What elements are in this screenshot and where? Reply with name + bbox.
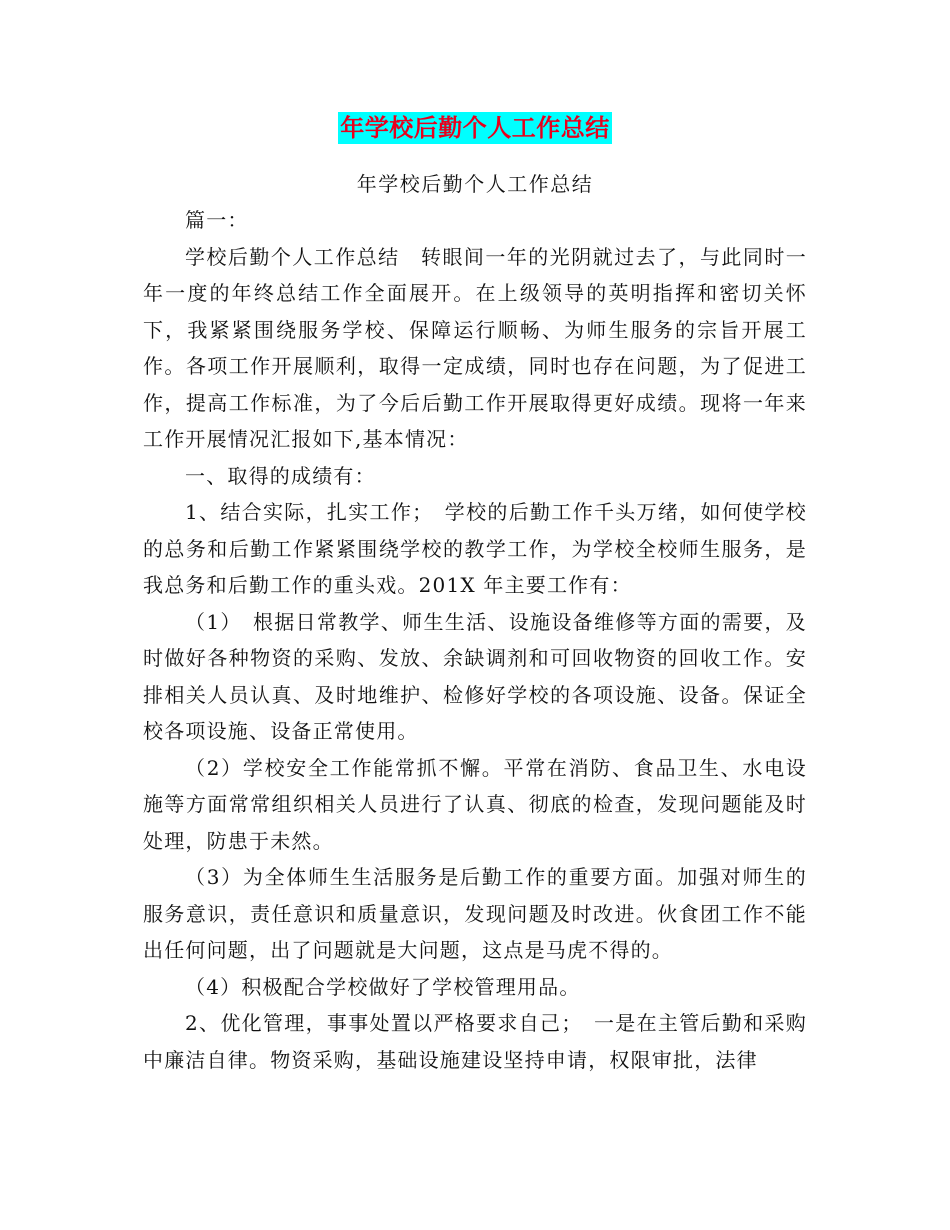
document-title: 年学校后勤个人工作总结 bbox=[340, 114, 610, 142]
paragraph-subitem-4: （4）积极配合学校做好了学校管理用品。 bbox=[185, 974, 581, 999]
paragraph-subitem-2: （2）学校安全工作能常抓不懈。平常在消防、食品卫生、水电设施等方面常常组织相关人员进行了认真、彻底的检查，发现问题能及时处理，防患于未然。 bbox=[143, 755, 807, 853]
paragraph-heading-achievements: 一、取得的成绩有： bbox=[185, 463, 376, 488]
paragraph-intro: 学校后勤个人工作总结 转眼间一年的光阴就过去了，与此同时一年一度的年终总结工作全面展开。在上级领导的英明指挥和密切关怀下，我紧紧围绕服务学校、保障运行顺畅、为师生服务的宗旨开展工作。各项工作开展顺利，取得一定成绩，同时也存在问题，为了促进工作，提高工作标准，为了今后后勤工作开展取得更好成绩。现将一年来工作开展情况汇报如下,基本情况： bbox=[143, 244, 807, 451]
paragraph-item-2: 2、优化管理，事事处置以严格要求自己； 一是在主管后勤和采购中廉洁自律。物资采购，基础设施建设坚持申请，权限审批，法律 bbox=[143, 1011, 807, 1072]
paragraph-subitem-1: （1） 根据日常教学、师生生活、设施设备维修等方面的需要，及时做好各种物资的采购、发放、余缺调剂和可回收物资的回收工作。安排相关人员认真、及时地维护、检修好学校的各项设施、设备。保证全校各项设施、设备正常使用。 bbox=[143, 609, 807, 743]
paragraph-subitem-3: （3）为全体师生生活服务是后勤工作的重要方面。加强对师生的服务意识，责任意识和质量意识，发现问题及时改进。伙食团工作不能出任何问题，出了问题就是大问题，这点是马虎不得的。 bbox=[143, 865, 807, 962]
paragraph-section-label: 篇一： bbox=[185, 208, 249, 232]
paragraph-item-1: 1、结合实际，扎实工作； 学校的后勤工作千头万绪，如何使学校的总务和后勤工作紧紧围绕学校的教学工作，为学校全校师生服务，是我总务和后勤工作的重头戏。201X 年主要工作有： bbox=[143, 500, 807, 597]
title-container bbox=[0, 112, 950, 144]
document-subtitle: 年学校后勤个人工作总结 bbox=[356, 172, 594, 196]
document-body bbox=[143, 202, 807, 1078]
